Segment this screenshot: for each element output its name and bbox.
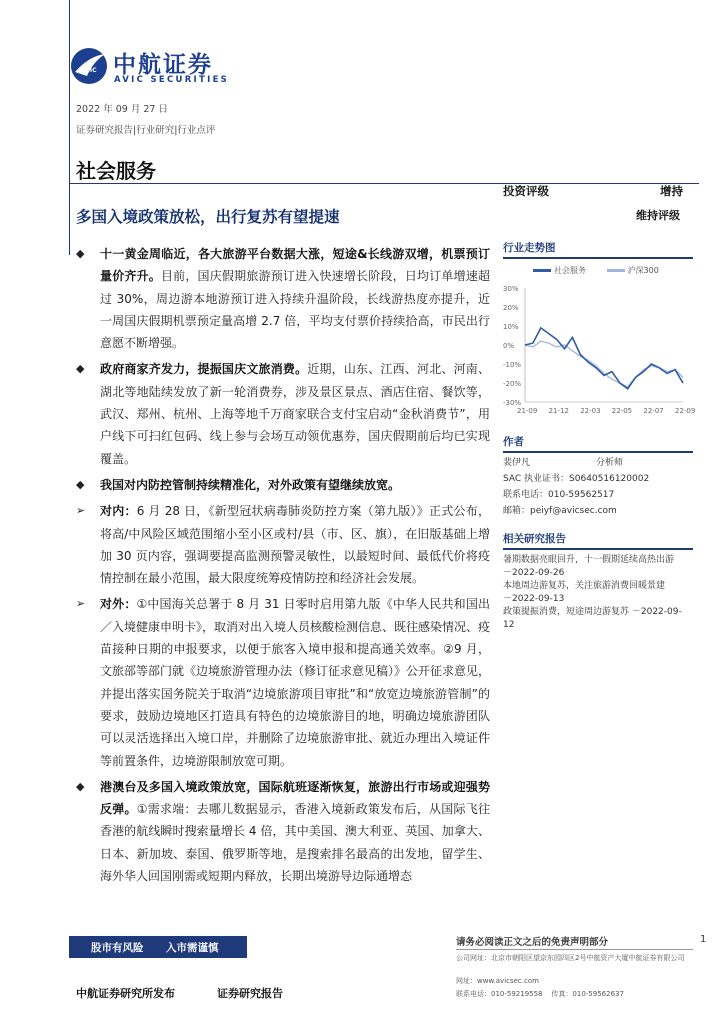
legend-swatch-1 (533, 269, 551, 272)
caution-text: 入市需谨慎 (166, 942, 219, 954)
diamond-bullet-icon: ◆ (76, 477, 85, 491)
related-item[interactable]: 本地周边游复苏，关注旅游消费回暖景建 (503, 581, 666, 591)
paragraph (76, 500, 490, 589)
x-tick-label: 22-09 (675, 407, 696, 415)
x-tick-label: 21-09 (517, 407, 538, 415)
company-logo (69, 44, 244, 90)
related-divider (503, 548, 693, 550)
logo-chinese: 中航证券 (113, 52, 213, 78)
arrow-bullet-icon: ➢ (76, 597, 86, 611)
y-tick-label: 20% (503, 304, 519, 312)
paragraph-text: 近期，山东、江西、河北、河南、湖北等地陆续发放了新一轮消费券，涉及景区景点、酒店住宿、餐饮等，武汉、郑州、杭州、上海等地千万商家联合支付宝启动“金秋消费节”，用户线下可扫红包码、线上参与会场互动领优惠券，国庆假期前后均已实现覆盖。 (100, 362, 490, 466)
diamond-bullet-icon: ◆ (76, 362, 85, 376)
y-tick-label: -30% (503, 399, 522, 407)
paragraph-lead: 对外： (100, 597, 137, 612)
rating-value: 增持 (660, 184, 683, 198)
y-tick-label: -20% (503, 380, 522, 388)
legend-label-1: 社会服务 (554, 266, 586, 275)
author-divider (503, 451, 693, 453)
paragraph-lead: 对内： (100, 504, 137, 519)
footer-contact: 联系电话：010-59219558 传真：010-59562637 (456, 990, 624, 998)
diamond-bullet-icon: ◆ (76, 779, 85, 793)
report-body (76, 243, 490, 891)
y-tick-label: -10% (503, 361, 522, 369)
footer-rule (456, 949, 693, 950)
paragraph (76, 776, 490, 887)
legend-label-2: 沪深300 (627, 266, 659, 275)
footer-address: 公司网址：北京市朝阳区望京东园四区2号中航资产大厦中航证券有限公司 (456, 954, 685, 962)
header-vertical-rule (69, 0, 70, 255)
paragraph (76, 474, 490, 496)
report-date: 2022 年 09 月 27 日 (76, 104, 168, 115)
x-tick-label: 22-03 (580, 407, 601, 415)
sector-name: 社会服务 (76, 159, 156, 183)
related-item[interactable]: 12 (503, 620, 515, 630)
risk-text: 股市有风险 (91, 942, 144, 954)
series-line-1 (525, 328, 683, 389)
author-sac: SAC 执业证书：S0640516120002 (503, 474, 650, 484)
author-role: 分析师 (596, 458, 624, 468)
related-item[interactable]: 暑期数据亮眼回升，十一假期延续高热出游 (503, 555, 675, 565)
paragraph (76, 593, 490, 771)
risk-banner (69, 936, 247, 958)
y-tick-label: 10% (503, 323, 519, 331)
footer-site[interactable]: 网址：www.avicsec.com (456, 977, 539, 985)
author-title: 作者 (503, 436, 524, 448)
publisher: 中航证券研究所发布 (76, 987, 175, 1000)
rating-label: 投资评级 (503, 184, 549, 198)
trend-legend (533, 265, 659, 276)
series-line-2 (525, 341, 683, 387)
rating-sub: 维持评级 (636, 209, 680, 222)
related-title: 相关研究报告 (503, 533, 566, 545)
paragraph-text: ①需求端：去哪儿数据显示，香港入境新政策发布后，从国际飞往香港的航线瞬时搜索量增长 4 倍，其中美国、澳大利亚、英国、加拿大、日本、新加坡、泰国、俄罗斯等地，是搜索排名最高的出发地，留学生、海外华人回国刚需或短期内释放，长期出境游导边际通增态 (100, 802, 490, 884)
trend-chart (503, 282, 696, 417)
x-tick-label: 21-12 (548, 407, 569, 415)
x-tick-label: 22-07 (643, 407, 664, 415)
logo-english: AVIC SECURITIES (114, 75, 230, 85)
paragraph-lead: 政府商家齐发力，提振国庆文旅消费。 (100, 362, 308, 377)
related-item[interactable]: 政策提振消费，短途周边游复苏 －2022-09- (503, 607, 682, 617)
report-type: 证券研究报告|行业研究|行业点评 (76, 125, 216, 136)
publisher-type: 证券研究报告 (217, 987, 283, 1000)
related-item[interactable]: －2022-09-13 (503, 594, 565, 604)
report-title: 多国入境政策放松，出行复苏有望提速 (76, 208, 340, 226)
paragraph-lead: 我国对内防控管制持续精准化，对外政策有望继续放宽。 (100, 477, 401, 492)
legend-swatch-2 (607, 269, 625, 272)
disclaimer-title: 请务必阅读正文之后的免责声明部分 (456, 937, 609, 948)
y-tick-label: 0% (503, 342, 515, 350)
page-number: 1 (700, 934, 707, 945)
x-tick-label: 22-05 (611, 407, 633, 415)
section-divider (69, 183, 699, 184)
svg-text:AVIC: AVIC (81, 67, 97, 74)
arrow-bullet-icon: ➢ (76, 504, 86, 518)
paragraph-lead: 十一黄金周临近，各大旅游平台数据大涨，短途&长线游双增，机票预订量价齐升。 (100, 247, 490, 284)
y-tick-label: 30% (503, 285, 519, 293)
related-list (503, 554, 688, 632)
author-phone: 联系电话：010-59562517 (503, 490, 615, 500)
author-name: 裴伊凡 (503, 458, 531, 468)
avic-logo-icon (69, 46, 109, 86)
related-item[interactable]: －2022-09-26 (503, 568, 565, 578)
paragraph (76, 358, 490, 469)
author-email[interactable]: 邮箱：peiyf@avicsec.com (503, 506, 617, 516)
paragraph-text: 6 月 28 日，《新型冠状病毒肺炎防控方案（第九版）》正式公布，将高/中风险区域范围缩小至小区或村/县（市、区、旗），在旧版基础上增加 30 页内容，强调要提高监测预警灵敏性，以最短时间、最低代价将疫情控制在最小范围，最大限度统筹疫情防控和经济社会发展。 (100, 504, 490, 586)
paragraph-text: 目前，国庆假期旅游预订进入快速增长阶段，日均订单增速超过 30%，周边游本地游预订进入持续升温阶段，长线游热度亦提升，近一周国庆假期机票预定量高增 2.7 倍，平均支付票价持续拾高，市民出行意愿不断增强。 (100, 269, 490, 351)
paragraph (76, 243, 490, 354)
paragraph-text: ①中国海关总署于 8 月 31 日零时启用第九版《中华人民共和国出／入境健康申明卡》，取消对出入境人员核酸检测信息、既往感染情况、疫苗接种日期的申报要求，以便于旅客入境申报和提高通关效率。②9 月，文旅部等部门就《边境旅游管理办法（修订征求意见稿）》公开征求意见，并提出落实国务院关于取消“边境旅游项目审批”和“放宽边境旅游管制”的要求，鼓励边境地区打造具有特色的边境旅游目的地，明确边境旅游团队可以灵活选择出入境口岸，并删除了边境旅游审批、就近办理出入境证件等前置条件，边境游限制放宽可期。 (100, 597, 491, 768)
paragraph-lead: 港澳台及多国入境政策放宽，国际航班逐渐恢复，旅游出行市场或迎强势反弹。 (100, 779, 490, 817)
diamond-bullet-icon: ◆ (76, 247, 85, 260)
trend-divider (503, 257, 693, 259)
trend-title: 行业走势图 (503, 242, 556, 254)
